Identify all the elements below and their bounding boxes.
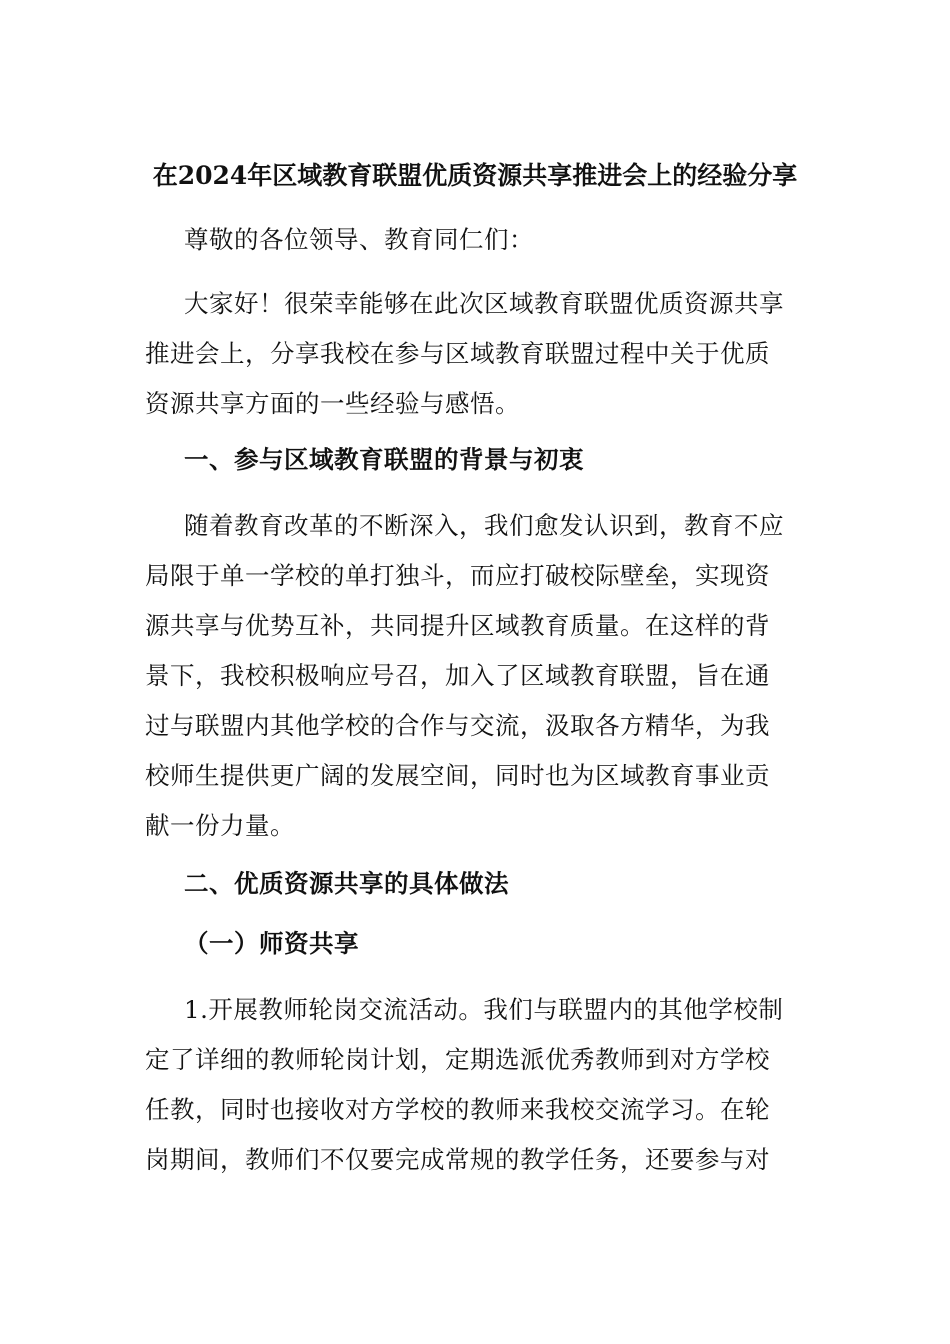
subsection1-line-3: 任教，同时也接收对方学校的教师来我校交流学习。在轮: [145, 1095, 770, 1124]
section1-line-7: 献一份力量。: [145, 811, 295, 840]
section1-line-3: 源共享与优势互补，共同提升区域教育质量。在这样的背: [145, 611, 770, 640]
subsection1-line-4: 岗期间，教师们不仅要完成常规的教学任务，还要参与对: [145, 1145, 770, 1174]
section1-line-2: 局限于单一学校的单打独斗，而应打破校际壁垒，实现资: [145, 561, 770, 590]
subsection1-heading: （一）师资共享: [184, 929, 359, 958]
section1-line-1: 随着教育改革的不断深入，我们愈发认识到，教育不应: [184, 511, 784, 540]
subsection1-line-1: 1.开展教师轮岗交流活动。我们与联盟内的其他学校制: [184, 995, 784, 1024]
section1-line-6: 校师生提供更广阔的发展空间，同时也为区域教育事业贡: [145, 761, 770, 790]
subsection1-line-2: 定了详细的教师轮岗计划，定期选派优秀教师到对方学校: [145, 1045, 770, 1074]
section1-line-5: 过与联盟内其他学校的合作与交流，汲取各方精华，为我: [145, 711, 770, 740]
intro-line-2: 推进会上，分享我校在参与区域教育联盟过程中关于优质: [145, 339, 770, 368]
section1-line-4: 景下，我校积极响应号召，加入了区域教育联盟，旨在通: [145, 661, 770, 690]
section1-heading: 一、参与区域教育联盟的背景与初衷: [184, 445, 584, 474]
salutation: 尊敬的各位领导、教育同仁们：: [184, 225, 534, 254]
document-title: 在2024年区域教育联盟优质资源共享推进会上的经验分享: [152, 161, 798, 190]
intro-line-3: 资源共享方面的一些经验与感悟。: [145, 389, 520, 418]
section2-heading: 二、优质资源共享的具体做法: [184, 869, 509, 898]
intro-line-1: 大家好！很荣幸能够在此次区域教育联盟优质资源共享: [184, 289, 784, 318]
